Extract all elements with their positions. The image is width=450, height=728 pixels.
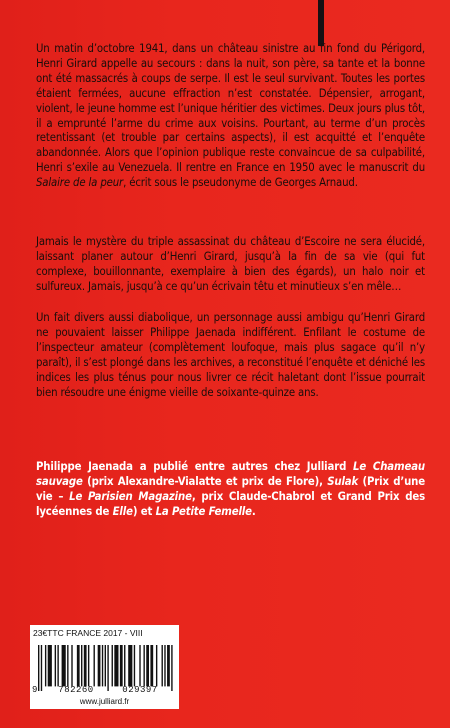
bio-text: (Prix d’une vie – — [36, 474, 426, 503]
barcode-bar — [134, 645, 135, 686]
bio-text: (prix Alexandre-Vialatte et prix de Flore), — [82, 474, 328, 488]
decorative-black-bar — [318, 0, 324, 46]
synopsis-paragraph-3: Un fait divers aussi diabolique, un personnage aussi ambigu qu’Henri Girard ne pouvaient laisser Philippe Jaenada indifférent. Enfilant le costume de l’inspecteur amateur (complètement loufoque, mais plus sagace qu’il n’y paraît), il s’est plongé dans les archives, a reconstitué l’enquête et déniché les indices les plus ténus pour nous livrer ce récit haletant dont l’issue pourrait bien résoudre une énigme vieille de soixante-quinze ans. — [36, 311, 425, 399]
barcode-bar — [143, 645, 144, 686]
barcode-bar — [124, 645, 125, 686]
barcode-bar — [77, 645, 80, 686]
barcode-bar — [167, 645, 170, 686]
barcode-bar — [146, 645, 149, 686]
book-title-chameau: Le Chameau sauvage — [36, 460, 425, 488]
barcode-bar — [48, 645, 52, 686]
barcode-bar — [120, 645, 123, 686]
barcode-bar — [57, 645, 58, 686]
barcode-bar — [62, 645, 66, 686]
barcode-bar — [94, 645, 95, 686]
isbn-prefix: 9 — [32, 685, 38, 695]
barcode-bar — [112, 645, 113, 686]
barcode-bar — [102, 645, 103, 686]
isbn-number — [32, 685, 178, 695]
barcode-bar — [105, 645, 106, 686]
isbn-group-1: 782260 — [58, 685, 94, 695]
barcode-bar — [156, 645, 157, 686]
bio-text: , prix Claude-Chabrol et Grand Prix des lycéennes de — [36, 489, 425, 518]
barcode-bar — [114, 645, 118, 686]
book-title-petite-femelle: La Petite Femelle — [155, 504, 252, 518]
barcode-panel — [30, 625, 179, 709]
barcode-bar — [45, 645, 46, 686]
synopsis-paragraph-2: Jamais le mystère du triple assassinat du château d’Escoire ne sera élucidé, laissant planer autour d’Henri Girard, jusqu’à la fin de sa vie (qui fut complexe, bouillonnante, exemplaire à bien des égards), un halo noir et sulfureux. Jamais, jusqu’à ce qu’un écrivain têtu et minutieux s’en mêle… — [36, 235, 425, 293]
synopsis-text-end: , écrit sous le pseudonyme de Georges Arnaud. — [123, 176, 358, 190]
book-title-sulak: Sulak — [327, 474, 359, 488]
barcode-bar — [71, 645, 72, 686]
magazine-title: Le Parisien Magazine — [69, 489, 192, 503]
isbn-group-2: 029397 — [122, 685, 158, 695]
barcode-bar — [128, 645, 132, 686]
barcode-bar — [81, 645, 82, 686]
barcode-bar — [98, 645, 101, 686]
bio-intro: Philippe Jaenada a publié entre autres chez Julliard — [36, 460, 347, 473]
barcode-bar — [88, 645, 89, 686]
barcode-bar — [84, 645, 87, 686]
barcode-bar — [162, 645, 163, 686]
publisher-website: www.julliard.fr — [79, 697, 130, 706]
barcode-bar — [164, 645, 165, 686]
barcode-bar — [139, 645, 140, 686]
book-title-salaire: Salaire de la peur — [36, 176, 124, 190]
barcode-bar — [150, 645, 153, 686]
author-bio — [36, 460, 425, 520]
bio-text: . — [251, 504, 256, 518]
bio-text: ) et — [132, 504, 156, 518]
synopsis-text: Un matin d’octobre 1941, dans un château sinistre au fin fond du Périgord, Henri Girard appelle au secours : dans la nuit, son père, sa tante et la bonne ont été massacrés à coups de serpe. Il est le seul survivant. Toutes les portes étaient fermées, aucune effraction n’est constatée. Dépensier, arrogant, violent, le jeune homme est l’unique héritier des victimes. Deux jours plus tôt, il a emprunté l’arme du crime aux voisins. Pourtant, au terme d’un procès retentissant (et trouble par certains aspects), il est acquitté et l’enquête abandonnée. Alors que l’opinion publique reste convaincue de sa culpabilité, Henri s’exile au Venezuela. Il rentre en France en 1950 avec le manuscrit du — [36, 42, 425, 175]
synopsis-paragraph-1 — [36, 42, 425, 191]
magazine-elle: Elle — [112, 504, 133, 518]
barcode-bar — [55, 645, 56, 686]
barcode-bar — [67, 645, 68, 686]
price-label: 23€TTC FRANCE 2017 - VIII — [33, 628, 143, 638]
